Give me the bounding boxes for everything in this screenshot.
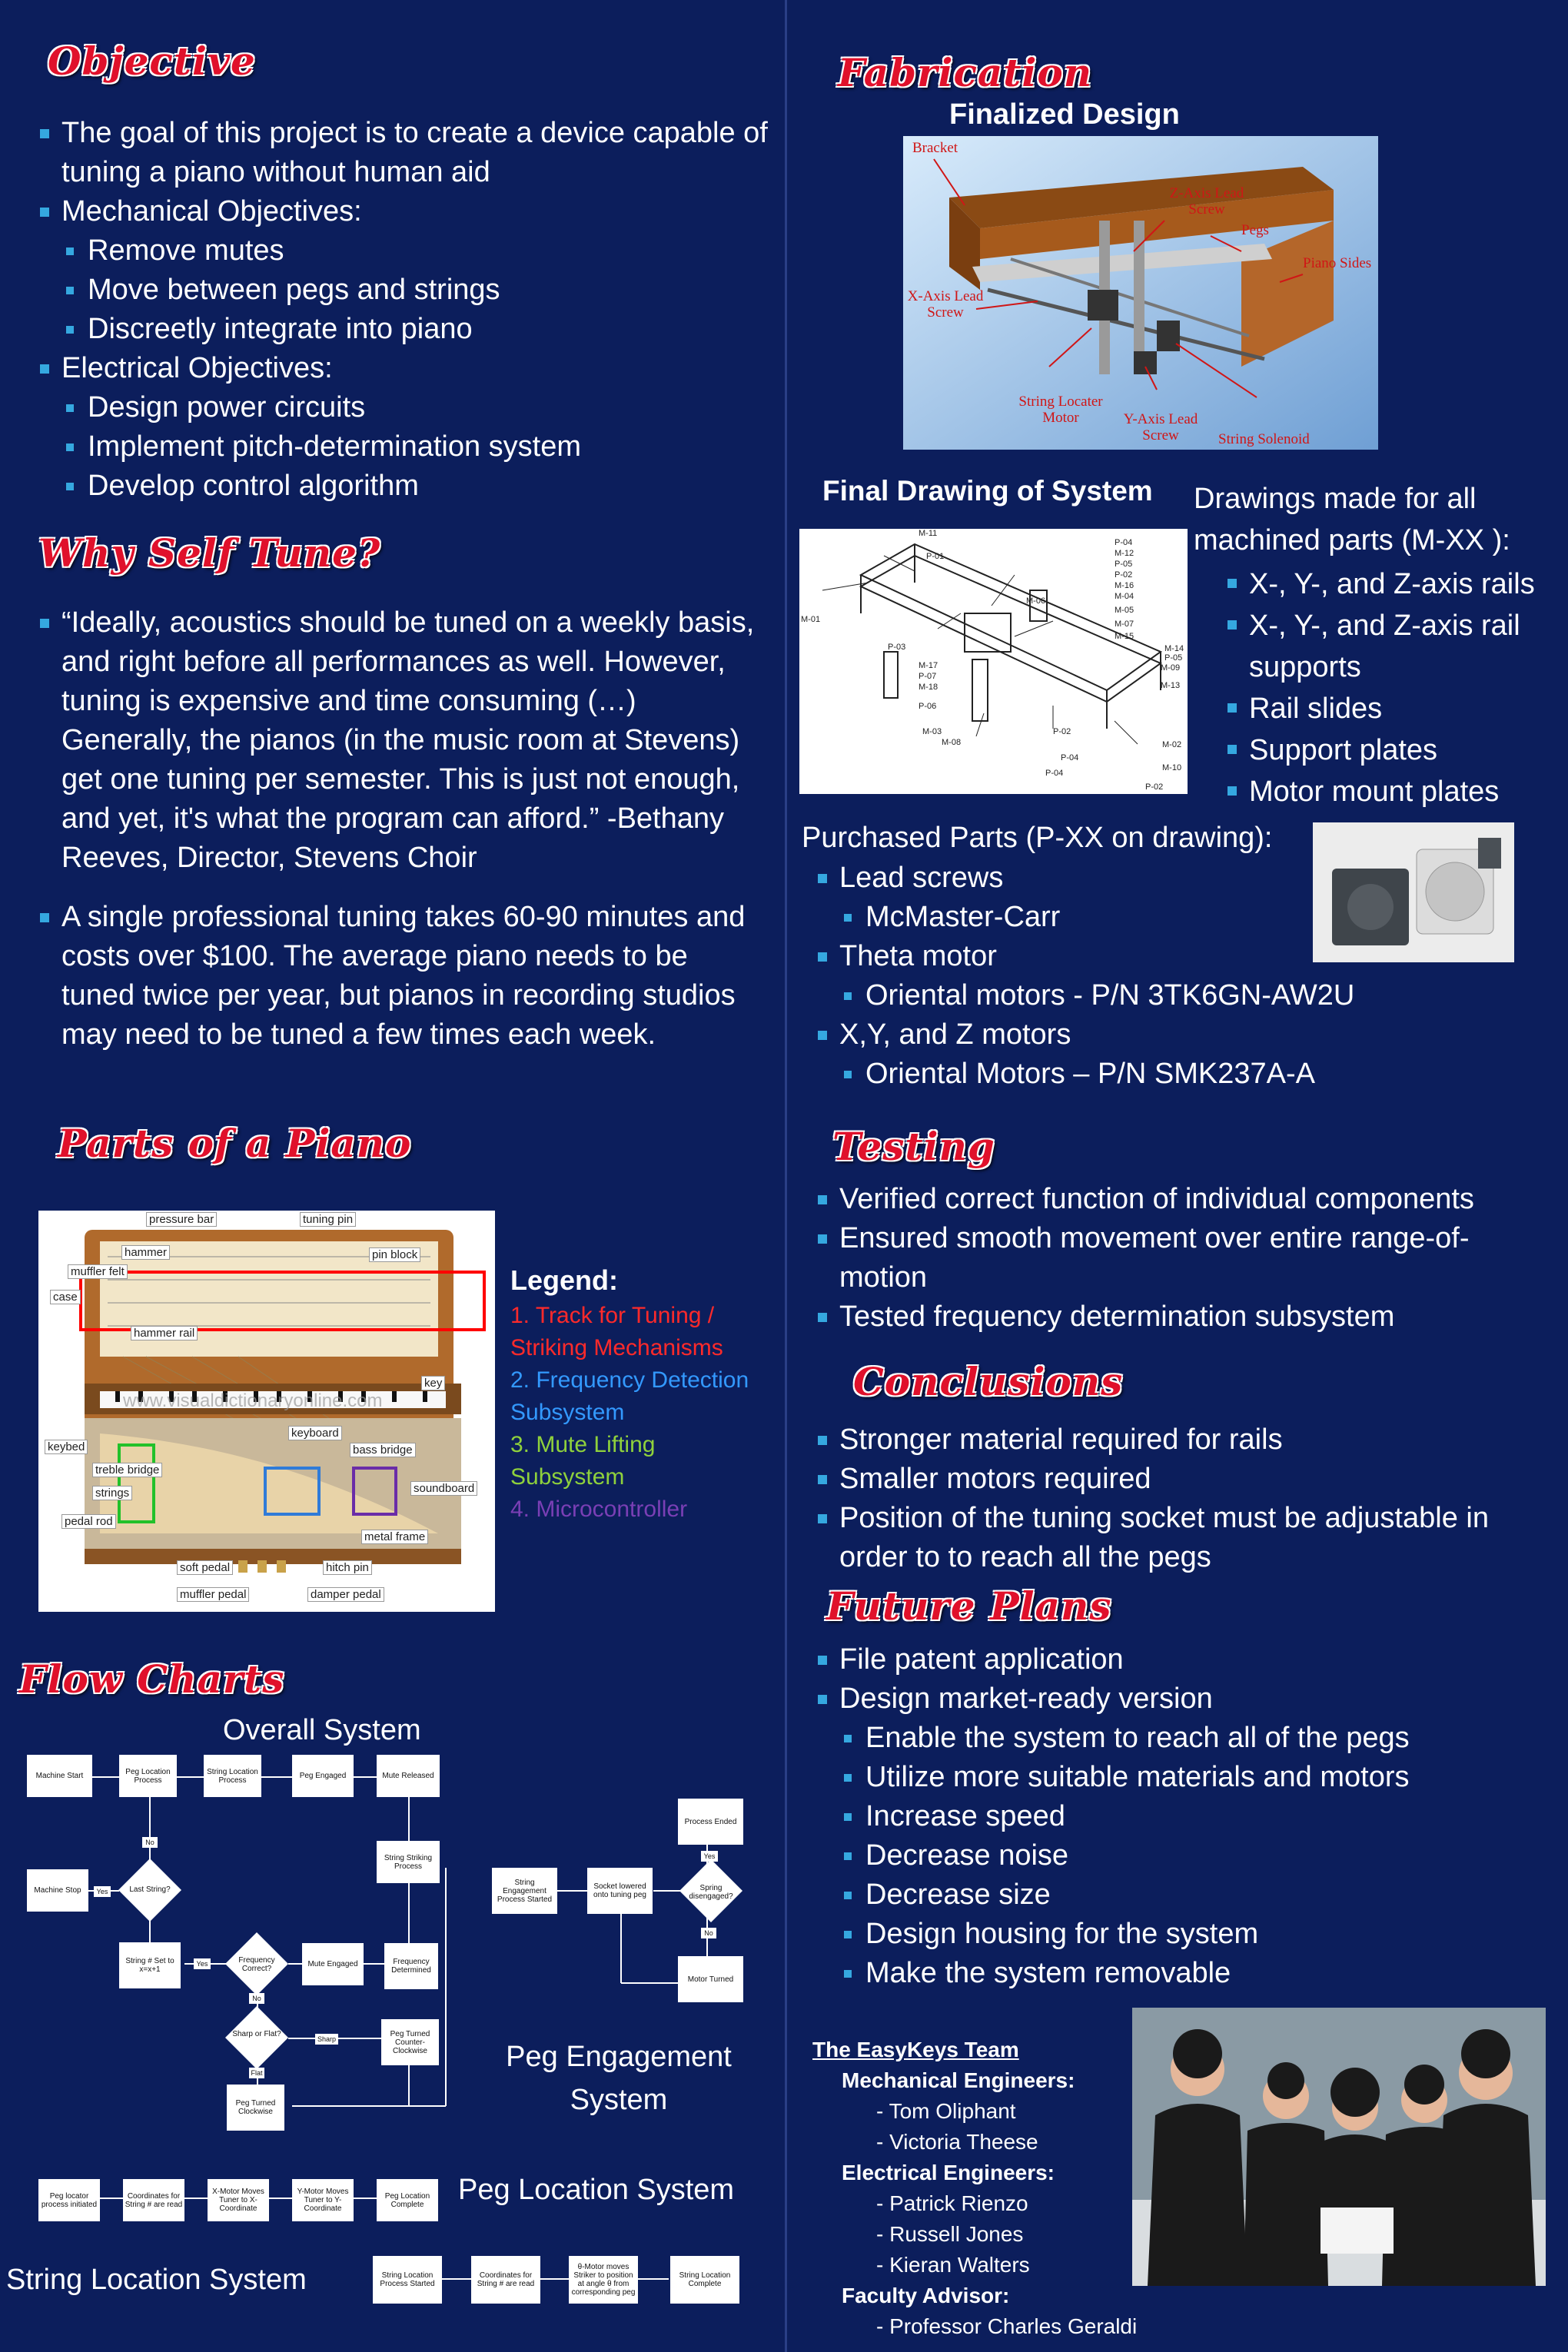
edge-label: Sharp — [315, 2034, 338, 2045]
drawing-label: P-04 — [1061, 753, 1079, 762]
future-item: File patent application — [816, 1640, 1535, 1679]
drawing-label: M-18 — [919, 683, 938, 692]
piano-label: treble bridge — [92, 1463, 162, 1477]
drawing-label: M-04 — [1115, 592, 1134, 601]
finalized-design-title: Finalized Design — [949, 98, 1180, 131]
conclusion-item: Stronger material required for rails — [816, 1420, 1535, 1460]
future-subitem: Increase speed — [816, 1797, 1535, 1836]
piano-watermark: www.visualdictionaryonline.com — [123, 1390, 383, 1411]
drawing-label: M-05 — [1115, 606, 1134, 615]
drawing-callouts — [799, 529, 1188, 794]
flow-node: Peg Location Complete — [377, 2179, 438, 2221]
objective-subitem: Remove mutes — [38, 231, 769, 271]
purchased-subitem: Oriental Motors – P/N SMK237A-A — [816, 1055, 1508, 1094]
objective-item: Mechanical Objectives: — [38, 192, 769, 231]
string-location-label: String Location System — [6, 2264, 307, 2296]
flow-node: Motor Turned — [678, 1956, 743, 2002]
piano-label: soft pedal — [177, 1560, 233, 1575]
quote-paragraph: “Ideally, acoustics should be tuned on a weekly basis, and right before all performances as well. However, tuning is expensive and time consuming (…) Generally, the pianos (in the music room at Stevens) get one tuning per semester. This is just not enough, and yet, it's what the program can afford.” -Bethany Reeves, Director, Stevens Choir — [38, 603, 761, 878]
flow-node: Peg Turned Clockwise — [227, 2085, 284, 2131]
design-label: Piano Sides — [1303, 255, 1372, 271]
design-label: String Locater Motor — [1018, 394, 1103, 426]
drawing-label: P-07 — [919, 672, 937, 681]
piano-label: metal frame — [361, 1530, 428, 1544]
team-member: - Russell Jones — [876, 2222, 1024, 2246]
flow-node: Mute Engaged — [302, 1943, 364, 1985]
piano-label: hammer — [121, 1245, 170, 1260]
testing-item: Tested frequency determination subsystem — [816, 1297, 1535, 1337]
drawing-label: M-15 — [1115, 632, 1134, 641]
peg-location-label: Peg Location System — [458, 2174, 735, 2206]
design-label: Y-Axis Lead Screw — [1123, 411, 1198, 443]
piano-label: case — [50, 1290, 81, 1304]
drawing-label: M-08 — [942, 738, 962, 747]
piano-label: muffler pedal — [177, 1587, 249, 1602]
drawing-label: M-11 — [919, 529, 938, 538]
why-list — [38, 603, 761, 1055]
piano-legend — [510, 1264, 764, 1526]
objective-subitem: Design power circuits — [38, 388, 769, 427]
purchased-subitem: McMaster-Carr — [816, 898, 1508, 937]
piano-label: soundboard — [410, 1481, 477, 1496]
team-member: - Victoria Theese — [876, 2130, 1038, 2154]
machined-parts-list — [1226, 563, 1556, 812]
flow-node: Process Ended — [678, 1799, 743, 1845]
machined-part-item: Support plates — [1226, 729, 1556, 771]
future-subitem: Design housing for the system — [816, 1915, 1535, 1954]
future-plans-list — [816, 1640, 1535, 1993]
objective-item: The goal of this project is to create a device capable of tuning a piano without human aid — [38, 114, 769, 192]
mech-heading: Mechanical Engineers: — [842, 2068, 1075, 2092]
future-plans-heading: Future Plans — [826, 1583, 1112, 1629]
team-title: The EasyKeys Team — [812, 2038, 1019, 2061]
drawing-label: P-05 — [1164, 653, 1183, 663]
machined-part-item: X-, Y-, and Z-axis rails — [1226, 563, 1556, 605]
piano-diagram — [38, 1211, 495, 1612]
objective-heading: Objective — [48, 38, 256, 84]
testing-item: Verified correct function of individual components — [816, 1180, 1535, 1219]
edge-label: No — [701, 1928, 716, 1938]
machined-part-item: X-, Y-, and Z-axis rail supports — [1226, 605, 1556, 688]
piano-label: key — [421, 1376, 445, 1390]
future-subitem: Utilize more suitable materials and motors — [816, 1758, 1535, 1797]
design-label: X-Axis Lead Screw — [907, 288, 984, 321]
objective-subitem: Implement pitch-determination system — [38, 427, 769, 467]
elec-heading: Electrical Engineers: — [842, 2161, 1055, 2184]
testing-heading: Testing — [832, 1124, 995, 1169]
purchased-subitem: Oriental motors - P/N 3TK6GN-AW2U — [816, 976, 1508, 1015]
future-subitem: Enable the system to reach all of the pegs — [816, 1719, 1535, 1758]
tuning-fact-paragraph: A single professional tuning takes 60-90 minutes and costs over $100. The average piano needs to be tuned twice per year, but pianos in recording studios may need to be tuned a few times each week. — [38, 898, 761, 1055]
legend-item: 3. Mute Lifting Subsystem — [510, 1432, 656, 1490]
design-label: Bracket — [912, 140, 958, 156]
purchased-item: X,Y, and Z motors — [816, 1015, 1508, 1055]
drawing-label: M-01 — [801, 615, 821, 624]
column-divider — [785, 0, 787, 2352]
piano-label: muffler felt — [68, 1264, 128, 1279]
drawing-label: M-13 — [1161, 681, 1181, 690]
flow-node: String Location Process Started — [373, 2256, 442, 2304]
final-drawing-title: Final Drawing of System — [822, 475, 1153, 507]
objective-subitem: Discreetly integrate into piano — [38, 310, 769, 349]
flow-node: Y-Motor Moves Tuner to Y-Coordinate — [292, 2179, 354, 2221]
piano-label: pedal rod — [61, 1514, 116, 1529]
peg-engagement-label: Peg Engagement System — [506, 2041, 732, 2116]
flow-charts-heading: Flow Charts — [19, 1656, 285, 1702]
testing-item: Ensured smooth movement over entire range-of-motion — [816, 1219, 1535, 1297]
piano-label: tuning pin — [300, 1212, 356, 1227]
conclusions-heading: Conclusions — [853, 1359, 1124, 1404]
legend-item: 2. Frequency Detection Subsystem — [510, 1367, 749, 1425]
edge-label: Yes — [701, 1851, 718, 1862]
drawing-label: P-06 — [919, 702, 937, 711]
conclusions-list — [816, 1420, 1535, 1577]
flow-node: θ-Motor moves Striker to position at angle θ from corresponding peg — [569, 2256, 638, 2304]
flow-node: Coordinates for String # are read — [123, 2179, 184, 2221]
piano-label: keyboard — [288, 1426, 342, 1440]
drawing-label: M-12 — [1115, 549, 1134, 558]
edge-label: No — [249, 1993, 264, 2004]
drawing-label: P-02 — [1053, 727, 1071, 736]
piano-label: pressure bar — [146, 1212, 217, 1227]
legend-item: 4. Microcontroller — [510, 1497, 688, 1522]
drawing-label: P-05 — [1115, 560, 1133, 569]
decision-text: Last String? — [129, 1885, 171, 1894]
future-subitem: Decrease noise — [816, 1836, 1535, 1875]
edge-label: Yes — [194, 1958, 211, 1969]
fabrication-heading: Fabrication — [838, 50, 1093, 95]
flow-node: Frequency Determined — [384, 1943, 438, 1989]
drawing-label: M-14 — [1164, 644, 1184, 653]
future-item: Design market-ready version — [816, 1679, 1535, 1719]
drawing-label: P-01 — [926, 552, 945, 561]
drawing-label: M-06 — [1026, 596, 1046, 606]
purchased-parts-list — [816, 859, 1508, 1094]
drawing-label: M-09 — [1161, 663, 1181, 673]
piano-label: hitch pin — [323, 1560, 372, 1575]
team-member: - Professor Charles Geraldi — [876, 2314, 1138, 2338]
flow-node: String Location Process — [204, 1755, 261, 1797]
edge-label: Flat — [249, 2068, 264, 2078]
purchased-item: Lead screws — [816, 859, 1508, 898]
future-subitem: Decrease size — [816, 1875, 1535, 1915]
testing-list — [816, 1180, 1535, 1337]
piano-label: pin block — [369, 1247, 420, 1262]
piano-label: keybed — [45, 1440, 88, 1454]
why-self-tune-heading: Why Self Tune? — [38, 530, 381, 576]
flow-node: String Engagement Process Started — [492, 1868, 557, 1914]
team-member: - Kieran Walters — [876, 2253, 1030, 2277]
objective-subitem: Move between pegs and strings — [38, 271, 769, 310]
edge-label: Yes — [94, 1886, 111, 1897]
flow-node: Coordinates for String # are read — [471, 2256, 540, 2304]
drawing-label: P-02 — [1145, 782, 1164, 792]
flow-node: String Location Complete — [670, 2256, 739, 2304]
flow-node: Machine Stop — [27, 1869, 88, 1912]
piano-label: bass bridge — [350, 1443, 416, 1457]
flow-node: Peg Location Process — [119, 1755, 177, 1797]
piano-label: hammer rail — [131, 1326, 198, 1340]
objective-list — [38, 114, 769, 506]
drawing-label: P-04 — [1115, 538, 1133, 547]
drawing-label: M-16 — [1115, 581, 1134, 590]
drawing-label: M-02 — [1162, 740, 1182, 749]
flow-node: Socket lowered onto tuning peg — [587, 1868, 653, 1914]
conclusion-item: Smaller motors required — [816, 1460, 1535, 1499]
flow-node: X-Motor Moves Tuner to X-Coordinate — [208, 2179, 269, 2221]
finalized-design-render — [903, 136, 1378, 450]
team-photo — [1132, 2008, 1546, 2286]
objective-item: Electrical Objectives: — [38, 349, 769, 388]
machined-part-item: Motor mount plates — [1226, 771, 1556, 812]
drawings-intro: Drawings made for all machined parts (M-XX ): — [1194, 483, 1510, 556]
piano-label: damper pedal — [307, 1587, 384, 1602]
flow-node: String # Set to x=x+1 — [119, 1942, 181, 1988]
flow-node: Mute Released — [377, 1755, 440, 1797]
overall-system-label: Overall System — [223, 1714, 421, 1746]
flow-node: String Striking Process — [377, 1841, 440, 1883]
drawing-label: P-03 — [888, 643, 906, 652]
drawing-label: M-17 — [919, 661, 938, 670]
flow-node: Peg locator process initiated — [38, 2179, 100, 2221]
drawing-label: P-04 — [1045, 769, 1064, 778]
drawing-label: M-10 — [1162, 763, 1182, 772]
team-photo-illustration — [1132, 2008, 1546, 2286]
legend-item: 1. Track for Tuning / Striking Mechanisms — [510, 1303, 723, 1360]
decision-text: Spring disengaged? — [689, 1884, 733, 1901]
advisor-heading: Faculty Advisor: — [842, 2284, 1010, 2307]
purchased-intro: Purchased Parts (P-XX on drawing): — [802, 822, 1273, 854]
drawing-label: M-07 — [1115, 620, 1134, 629]
flow-node: Peg Turned Counter-Clockwise — [381, 2019, 439, 2065]
design-label: Z-Axis Lead Screw — [1169, 185, 1244, 218]
machined-part-item: Rail slides — [1226, 688, 1556, 729]
conclusion-item: Position of the tuning socket must be adjustable in order to to reach all the pegs — [816, 1499, 1535, 1577]
drawing-label: P-02 — [1115, 570, 1133, 580]
decision-text: Frequency Correct? — [238, 1956, 275, 1973]
purchased-item: Theta motor — [816, 937, 1508, 976]
team-member: - Tom Oliphant — [876, 2099, 1016, 2123]
design-label: String Solenoid — [1218, 431, 1310, 447]
objective-subitem: Develop control algorithm — [38, 467, 769, 506]
flow-node: Machine Start — [27, 1755, 92, 1797]
piano-label: strings — [92, 1486, 132, 1500]
decision-text: Sharp or Flat? — [232, 2030, 281, 2038]
future-subitem: Make the system removable — [816, 1954, 1535, 1993]
parts-of-piano-heading: Parts of a Piano — [58, 1121, 412, 1166]
flow-node: Peg Engaged — [292, 1755, 354, 1797]
drawing-label: M-03 — [922, 727, 942, 736]
team-member: - Patrick Rienzo — [876, 2191, 1028, 2215]
edge-label: No — [142, 1837, 158, 1848]
design-label: Pegs — [1241, 222, 1269, 238]
legend-title: Legend: — [510, 1264, 618, 1296]
